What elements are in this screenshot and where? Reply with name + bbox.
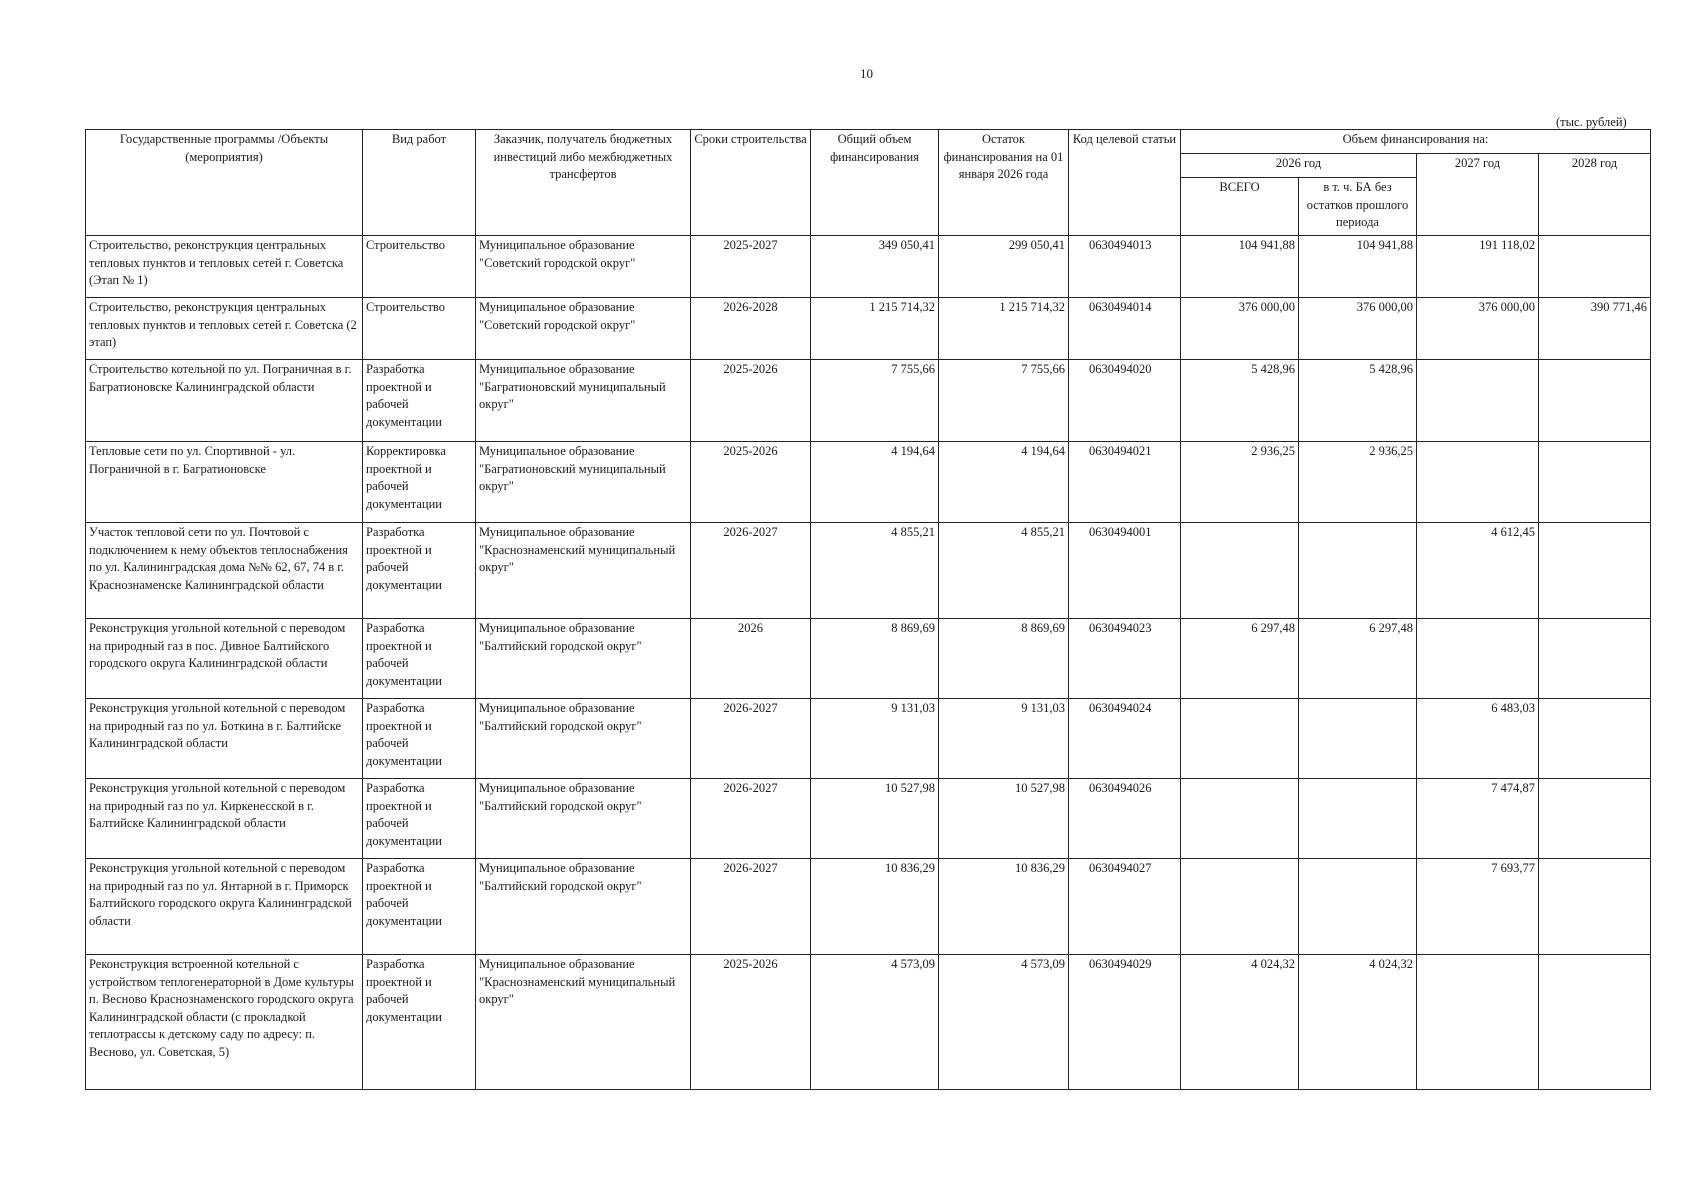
- cell-2026-ba: [1299, 859, 1417, 955]
- cell-remainder: 9 131,03: [939, 699, 1069, 779]
- cell-2028: [1539, 236, 1651, 298]
- table-row: [86, 298, 1651, 360]
- cell-total-volume: 8 869,69: [811, 619, 939, 699]
- cell-total-volume: 4 573,09: [811, 955, 939, 1090]
- header-year-2028: 2028 год: [1539, 154, 1651, 236]
- cell-2026-total: [1181, 523, 1299, 619]
- table-row: [86, 699, 1651, 779]
- financing-table: [85, 129, 1651, 1090]
- table-row: [86, 442, 1651, 523]
- cell-work-type: Строительство: [363, 236, 476, 298]
- cell-code: 0630494013: [1069, 236, 1181, 298]
- cell-2027: 7 693,77: [1417, 859, 1539, 955]
- cell-remainder: 4 855,21: [939, 523, 1069, 619]
- cell-terms: 2026-2028: [691, 298, 811, 360]
- header-total: ВСЕГО: [1181, 178, 1299, 236]
- cell-total-volume: 9 131,03: [811, 699, 939, 779]
- cell-2026-ba: 376 000,00: [1299, 298, 1417, 360]
- table-row: [86, 360, 1651, 442]
- cell-program: Реконструкция угольной котельной с переводом на природный газ в пос. Дивное Балтийского городского округа Калининградской области: [86, 619, 363, 699]
- cell-customer: Муниципальное образование "Советский городской округ": [476, 236, 691, 298]
- cell-customer: Муниципальное образование "Багратионовский муниципальный округ": [476, 442, 691, 523]
- cell-2026-total: 5 428,96: [1181, 360, 1299, 442]
- header-year-2026: 2026 год: [1181, 154, 1417, 178]
- cell-terms: 2026-2027: [691, 779, 811, 859]
- table-row: [86, 619, 1651, 699]
- table-body: [86, 236, 1651, 1090]
- cell-total-volume: 1 215 714,32: [811, 298, 939, 360]
- cell-terms: 2025-2027: [691, 236, 811, 298]
- cell-terms: 2026: [691, 619, 811, 699]
- cell-2026-ba: [1299, 523, 1417, 619]
- cell-remainder: 4 194,64: [939, 442, 1069, 523]
- cell-2026-ba: 104 941,88: [1299, 236, 1417, 298]
- header-terms: Сроки строительства: [691, 130, 811, 236]
- cell-program: Реконструкция угольной котельной с переводом на природный газ по ул. Киркенесской в г. Балтийске Калининградской области: [86, 779, 363, 859]
- cell-remainder: 4 573,09: [939, 955, 1069, 1090]
- cell-code: 0630494024: [1069, 699, 1181, 779]
- cell-2027: [1417, 955, 1539, 1090]
- cell-2026-ba: [1299, 779, 1417, 859]
- cell-2028: [1539, 360, 1651, 442]
- cell-2028: [1539, 523, 1651, 619]
- cell-work-type: Разработка проектной и рабочей документации: [363, 619, 476, 699]
- cell-program: Строительство, реконструкция центральных тепловых пунктов и тепловых сетей г. Советска (2 этап): [86, 298, 363, 360]
- cell-2026-total: 104 941,88: [1181, 236, 1299, 298]
- cell-work-type: Разработка проектной и рабочей документации: [363, 859, 476, 955]
- page-number: 10: [860, 66, 873, 81]
- cell-remainder: 8 869,69: [939, 619, 1069, 699]
- header-total-volume: Общий объем финансирования: [811, 130, 939, 236]
- cell-total-volume: 4 194,64: [811, 442, 939, 523]
- cell-remainder: 299 050,41: [939, 236, 1069, 298]
- cell-customer: Муниципальное образование "Советский городской округ": [476, 298, 691, 360]
- cell-code: 0630494021: [1069, 442, 1181, 523]
- table-row: [86, 236, 1651, 298]
- cell-terms: 2025-2026: [691, 360, 811, 442]
- cell-code: 0630494023: [1069, 619, 1181, 699]
- cell-code: 0630494027: [1069, 859, 1181, 955]
- cell-customer: Муниципальное образование "Краснознаменский муниципальный округ": [476, 955, 691, 1090]
- units-note: (тыс. рублей): [1556, 115, 1627, 129]
- cell-work-type: Разработка проектной и рабочей документации: [363, 699, 476, 779]
- cell-2026-total: [1181, 859, 1299, 955]
- cell-program: Строительство, реконструкция центральных тепловых пунктов и тепловых сетей г. Советска (Этап № 1): [86, 236, 363, 298]
- cell-total-volume: 349 050,41: [811, 236, 939, 298]
- table-row: [86, 779, 1651, 859]
- cell-program: Участок тепловой сети по ул. Почтовой с подключением к нему объектов теплоснабжения по ул. Калининградская дома №№ 62, 67, 74 в г. Краснознаменске Калининградской области: [86, 523, 363, 619]
- cell-2028: [1539, 442, 1651, 523]
- cell-code: 0630494029: [1069, 955, 1181, 1090]
- cell-customer: Муниципальное образование "Краснознаменский муниципальный округ": [476, 523, 691, 619]
- cell-2027: [1417, 442, 1539, 523]
- cell-code: 0630494014: [1069, 298, 1181, 360]
- cell-code: 0630494020: [1069, 360, 1181, 442]
- cell-2026-ba: 5 428,96: [1299, 360, 1417, 442]
- table-row: [86, 523, 1651, 619]
- cell-program: Реконструкция встроенной котельной с устройством теплогенераторной в Доме культуры п. Весново Краснознаменского городского округа Калининградской области (с прокладкой теплотрассы к детскому саду по адресу: п. Весново, ул. Советская, 5): [86, 955, 363, 1090]
- cell-2026-ba: [1299, 699, 1417, 779]
- cell-work-type: Разработка проектной и рабочей документации: [363, 955, 476, 1090]
- cell-work-type: Разработка проектной и рабочей документации: [363, 523, 476, 619]
- cell-terms: 2026-2027: [691, 699, 811, 779]
- cell-2027: 191 118,02: [1417, 236, 1539, 298]
- cell-remainder: 1 215 714,32: [939, 298, 1069, 360]
- cell-terms: 2026-2027: [691, 523, 811, 619]
- header-work-type: Вид работ: [363, 130, 476, 236]
- cell-code: 0630494001: [1069, 523, 1181, 619]
- header-year-2027: 2027 год: [1417, 154, 1539, 236]
- header-funding-volume: Объем финансирования на:: [1181, 130, 1651, 154]
- header-ba-part: в т. ч. БА без остатков прошлого периода: [1299, 178, 1417, 236]
- cell-2028: [1539, 779, 1651, 859]
- cell-remainder: 10 527,98: [939, 779, 1069, 859]
- cell-2026-total: 6 297,48: [1181, 619, 1299, 699]
- cell-terms: 2025-2026: [691, 955, 811, 1090]
- cell-customer: Муниципальное образование "Балтийский городской округ": [476, 779, 691, 859]
- cell-2028: [1539, 859, 1651, 955]
- cell-remainder: 7 755,66: [939, 360, 1069, 442]
- header-customer: Заказчик, получатель бюджетных инвестиций либо межбюджетных трансфертов: [476, 130, 691, 236]
- cell-customer: Муниципальное образование "Балтийский городской округ": [476, 859, 691, 955]
- cell-2028: [1539, 699, 1651, 779]
- cell-2028: [1539, 619, 1651, 699]
- cell-remainder: 10 836,29: [939, 859, 1069, 955]
- cell-terms: 2025-2026: [691, 442, 811, 523]
- header-code: Код целевой статьи: [1069, 130, 1181, 236]
- cell-total-volume: 7 755,66: [811, 360, 939, 442]
- cell-customer: Муниципальное образование "Балтийский городской округ": [476, 699, 691, 779]
- cell-customer: Муниципальное образование "Балтийский городской округ": [476, 619, 691, 699]
- cell-work-type: Разработка проектной и рабочей документации: [363, 360, 476, 442]
- cell-2027: 6 483,03: [1417, 699, 1539, 779]
- cell-program: Реконструкция угольной котельной с переводом на природный газ по ул. Боткина в г. Балтийске Калининградской области: [86, 699, 363, 779]
- header-program: Государственные программы /Объекты (мероприятия): [86, 130, 363, 236]
- table-row: [86, 859, 1651, 955]
- cell-2026-total: [1181, 699, 1299, 779]
- cell-work-type: Корректировка проектной и рабочей документации: [363, 442, 476, 523]
- cell-2027: [1417, 619, 1539, 699]
- table-row: [86, 955, 1651, 1090]
- cell-total-volume: 10 836,29: [811, 859, 939, 955]
- cell-2028: [1539, 955, 1651, 1090]
- cell-work-type: Разработка проектной и рабочей документации: [363, 779, 476, 859]
- cell-2028: 390 771,46: [1539, 298, 1651, 360]
- cell-2027: 4 612,45: [1417, 523, 1539, 619]
- cell-2027: 7 474,87: [1417, 779, 1539, 859]
- cell-2026-ba: 6 297,48: [1299, 619, 1417, 699]
- cell-program: Реконструкция угольной котельной с переводом на природный газ по ул. Янтарной в г. Приморск Балтийского городского округа Калининградской области: [86, 859, 363, 955]
- header-remainder: Остаток финансирования на 01 января 2026 года: [939, 130, 1069, 236]
- cell-2027: [1417, 360, 1539, 442]
- cell-work-type: Строительство: [363, 298, 476, 360]
- cell-2026-ba: 4 024,32: [1299, 955, 1417, 1090]
- cell-2027: 376 000,00: [1417, 298, 1539, 360]
- cell-2026-total: 4 024,32: [1181, 955, 1299, 1090]
- cell-2026-total: 376 000,00: [1181, 298, 1299, 360]
- cell-customer: Муниципальное образование "Багратионовский муниципальный округ": [476, 360, 691, 442]
- cell-terms: 2026-2027: [691, 859, 811, 955]
- cell-total-volume: 10 527,98: [811, 779, 939, 859]
- cell-2026-total: 2 936,25: [1181, 442, 1299, 523]
- cell-code: 0630494026: [1069, 779, 1181, 859]
- cell-total-volume: 4 855,21: [811, 523, 939, 619]
- cell-program: Тепловые сети по ул. Спортивной - ул. Пограничной в г. Багратионовске: [86, 442, 363, 523]
- cell-2026-total: [1181, 779, 1299, 859]
- cell-program: Строительство котельной по ул. Пограничная в г. Багратионовске Калининградской области: [86, 360, 363, 442]
- cell-2026-ba: 2 936,25: [1299, 442, 1417, 523]
